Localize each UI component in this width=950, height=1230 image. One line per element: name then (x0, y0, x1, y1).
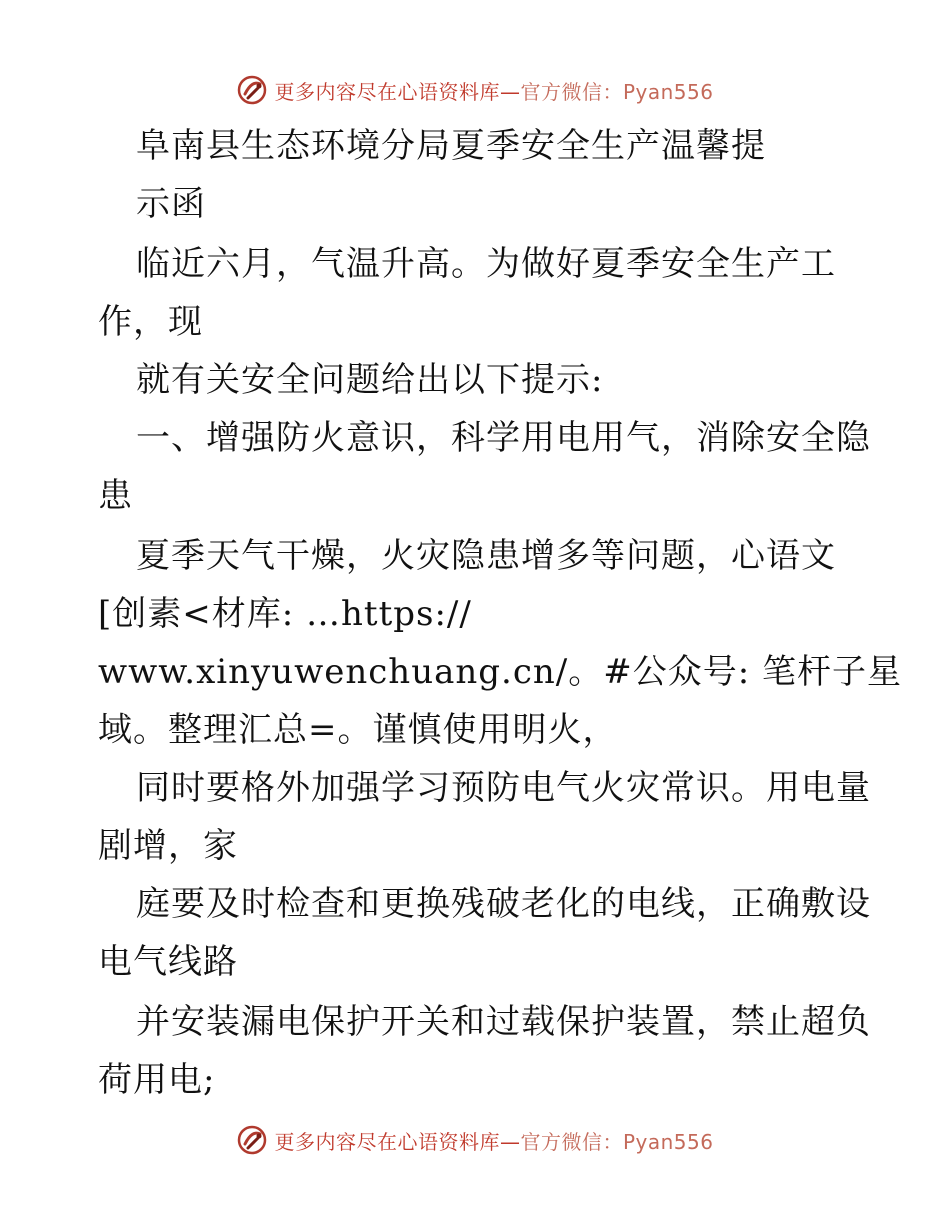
footer-banner-main: 更多内容尽在心语资料库— (274, 1129, 521, 1154)
doc-line: 就有关安全问题给出以下提示: (136, 360, 604, 400)
doc-line: 患 (98, 476, 133, 516)
doc-line: [创素<材库: …https:// (98, 594, 472, 634)
doc-line: 临近六月，气温升高。为做好夏季安全生产工 (136, 244, 836, 284)
doc-line: www.xinyuwenchuang.cn/。#公众号: 笔杆子星 (98, 652, 902, 692)
doc-line: 域。整理汇总=。谨慎使用明火， (98, 710, 618, 750)
doc-line: 夏季天气干燥，火灾隐患增多等问题，心语文 (136, 536, 836, 576)
doc-section-heading: 一、增强防火意识，科学用电用气，消除安全隐 (136, 418, 871, 458)
header-banner-wechat: 官方微信：Pyan556 (520, 79, 714, 104)
doc-title-line-1: 阜南县生态环境分局夏季安全生产温馨提 (136, 126, 766, 166)
footer-banner-wechat: 官方微信：Pyan556 (520, 1129, 714, 1154)
doc-line: 并安装漏电保护开关和过载保护装置，禁止超负 (136, 1002, 871, 1042)
doc-line: 作，现 (98, 302, 203, 342)
doc-line: 同时要格外加强学习预防电气火灾常识。用电量 (136, 768, 871, 808)
doc-title-line-2: 示函 (136, 184, 206, 224)
footer-banner-text (274, 1126, 713, 1155)
footer-banner (0, 1120, 950, 1160)
doc-line: 荷用电; (98, 1060, 216, 1100)
doc-line: 电气线路 (98, 942, 238, 982)
doc-line: 庭要及时检查和更换残破老化的电线，正确敷设 (136, 884, 871, 924)
logo-icon (236, 1124, 268, 1156)
header-banner-main: 更多内容尽在心语资料库— (274, 79, 521, 104)
doc-line: 剧增，家 (98, 826, 238, 866)
